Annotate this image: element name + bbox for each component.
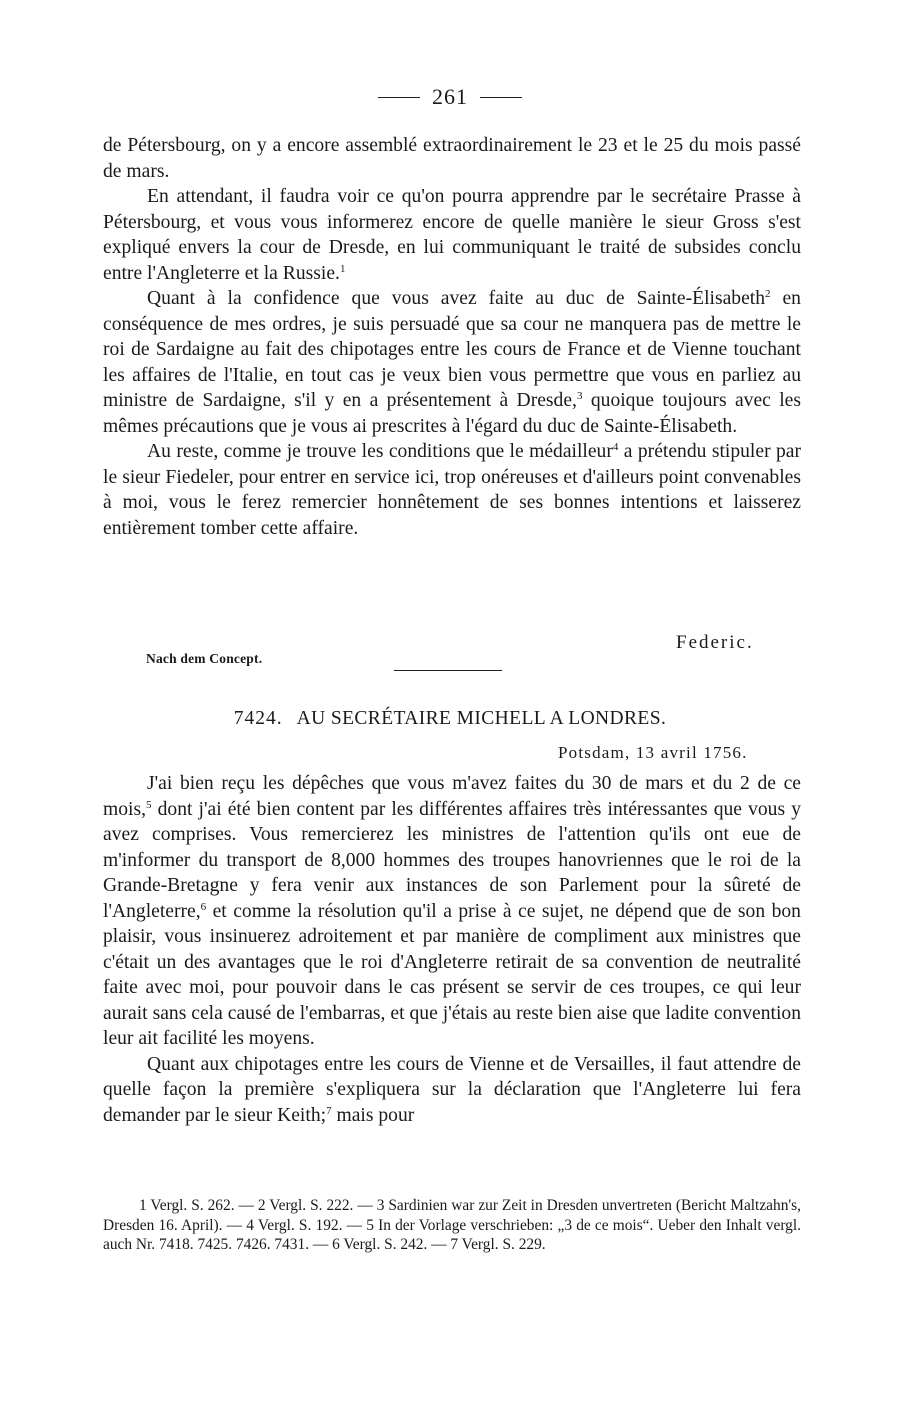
page-header xyxy=(0,84,900,110)
continued-letter-text xyxy=(103,133,801,541)
footnote-text: 1 Vergl. S. 262. — 2 Vergl. S. 222. — 3 Sardinien war zur Zeit in Dresden unvertreten (Bericht Maltzahn's, Dresden 16. April). — 4 Vergl. S. 192. — 5 In der Vorlage verschrieben: „3 de ce mois“. Ueber den Inhalt vergl. auch Nr. 7418. 7425. 7426. 7431. — 6 Vergl. S. 242. — 7 Vergl. S. 229. xyxy=(103,1197,801,1253)
paragraph: de Pétersbourg, on y a encore assemblé extraordinairement le 23 et le 25 du mois passé de mars. xyxy=(103,135,801,182)
paragraph: Au reste, comme je trouve les conditions que le médailleur$^4$ a prétendu stipuler par le sieur Fiedeler, pour entrer en service ici, trop onéreuses et d'ailleurs point convenables à moi, vous le ferez remercier honnêtement de ses bonnes intentions et laisserez entièrement tomber cette affaire. xyxy=(103,441,802,539)
signature: Federic. xyxy=(676,632,754,653)
letter-title: AU SECRÉTAIRE MICHELL A LONDRES. xyxy=(296,708,667,729)
letter-heading xyxy=(0,708,900,730)
footnotes xyxy=(103,1196,801,1255)
footnote-ref: 3 xyxy=(576,390,583,402)
footnote-ref: 1 xyxy=(339,262,346,275)
letter-text xyxy=(103,771,801,1128)
dateline: Potsdam, 13 avril 1756. xyxy=(558,743,748,762)
paragraph: En attendant, il faudra voir ce qu'on pourra apprendre par le secrétaire Prasse à Pétersbourg, et vous vous informerez encore de quelle manière le sieur Gross s'est expliqué envers la cour de Dresde, en lui communiquant le traité de subsides conclu entre l'Angleterre et la Russie.$^1$ xyxy=(103,186,801,284)
footnote-ref: 2 xyxy=(765,288,771,300)
letter-number: 7424. xyxy=(233,708,283,729)
footnote-ref: 7 xyxy=(326,1104,332,1117)
paragraph: Quant aux chipotages entre les cours de Vienne et de Versailles, il faut attendre de quelle façon la première s'expliquera sur la déclaration que l'Angleterre lui fera demander par le sieur Keith;$^7$ mais pour xyxy=(103,1053,801,1126)
header-rule-left xyxy=(378,97,420,98)
footnote-ref: 4 xyxy=(612,441,619,453)
header-rule-right xyxy=(480,97,522,98)
page-number: 261 xyxy=(432,84,468,109)
footnote-ref: 5 xyxy=(146,798,152,811)
paragraph: J'ai bien reçu les dépêches que vous m'avez faites du 30 de mars et du 2 de ce mois,$^5$ dont j'ai été bien content par les différentes affaires très intéressantes que vous y avez comprises. Vous remercierez les ministres de l'attention qu'ils ont eue de m'informer du transport de 8,000 hommes des troupes hanovriennes que le roi de la Grande-Bretagne y fera venir aux instances de son Parlement pour la sûreté de l'Angleterre,$^6$ et comme la résolution qu'il a prise à ce sujet, ne dépend que de son bon plaisir, vous insinuerez adroitement et par manière de compliment aux ministres que c'était un des avantages que le roi d'Angleterre retirait de sa convention de neutralité faite avec moi, pour pouvoir dans le cas présent se servir de ces troupes, ce qui leur aurait sans cela causé de l'embarras, et que j'étais au reste bien aise que ladite convention leur ait facilité les moyens. xyxy=(103,773,801,1049)
footnote-ref: 6 xyxy=(200,900,207,913)
source-note: Nach dem Concept. xyxy=(146,651,263,666)
paragraph: Quant à la confidence que vous avez faite au duc de Sainte-Élisabeth$^2$ en conséquence de mes ordres, je suis persuadé que sa cour ne manquera pas de mettre le roi de Sardaigne au fait des chipotages entre les cours de France et de Vienne touchant les affaires de l'Italie, en tout cas je veux bien vous permettre que vous en parliez au ministre de Sardaigne, s'il y en a présentement à Dresde,$^3$ quoique toujours avec les mêmes précautions que je vous ai prescrites à l'égard du duc de Sainte-Élisabeth. xyxy=(103,288,801,437)
section-divider xyxy=(394,670,502,671)
